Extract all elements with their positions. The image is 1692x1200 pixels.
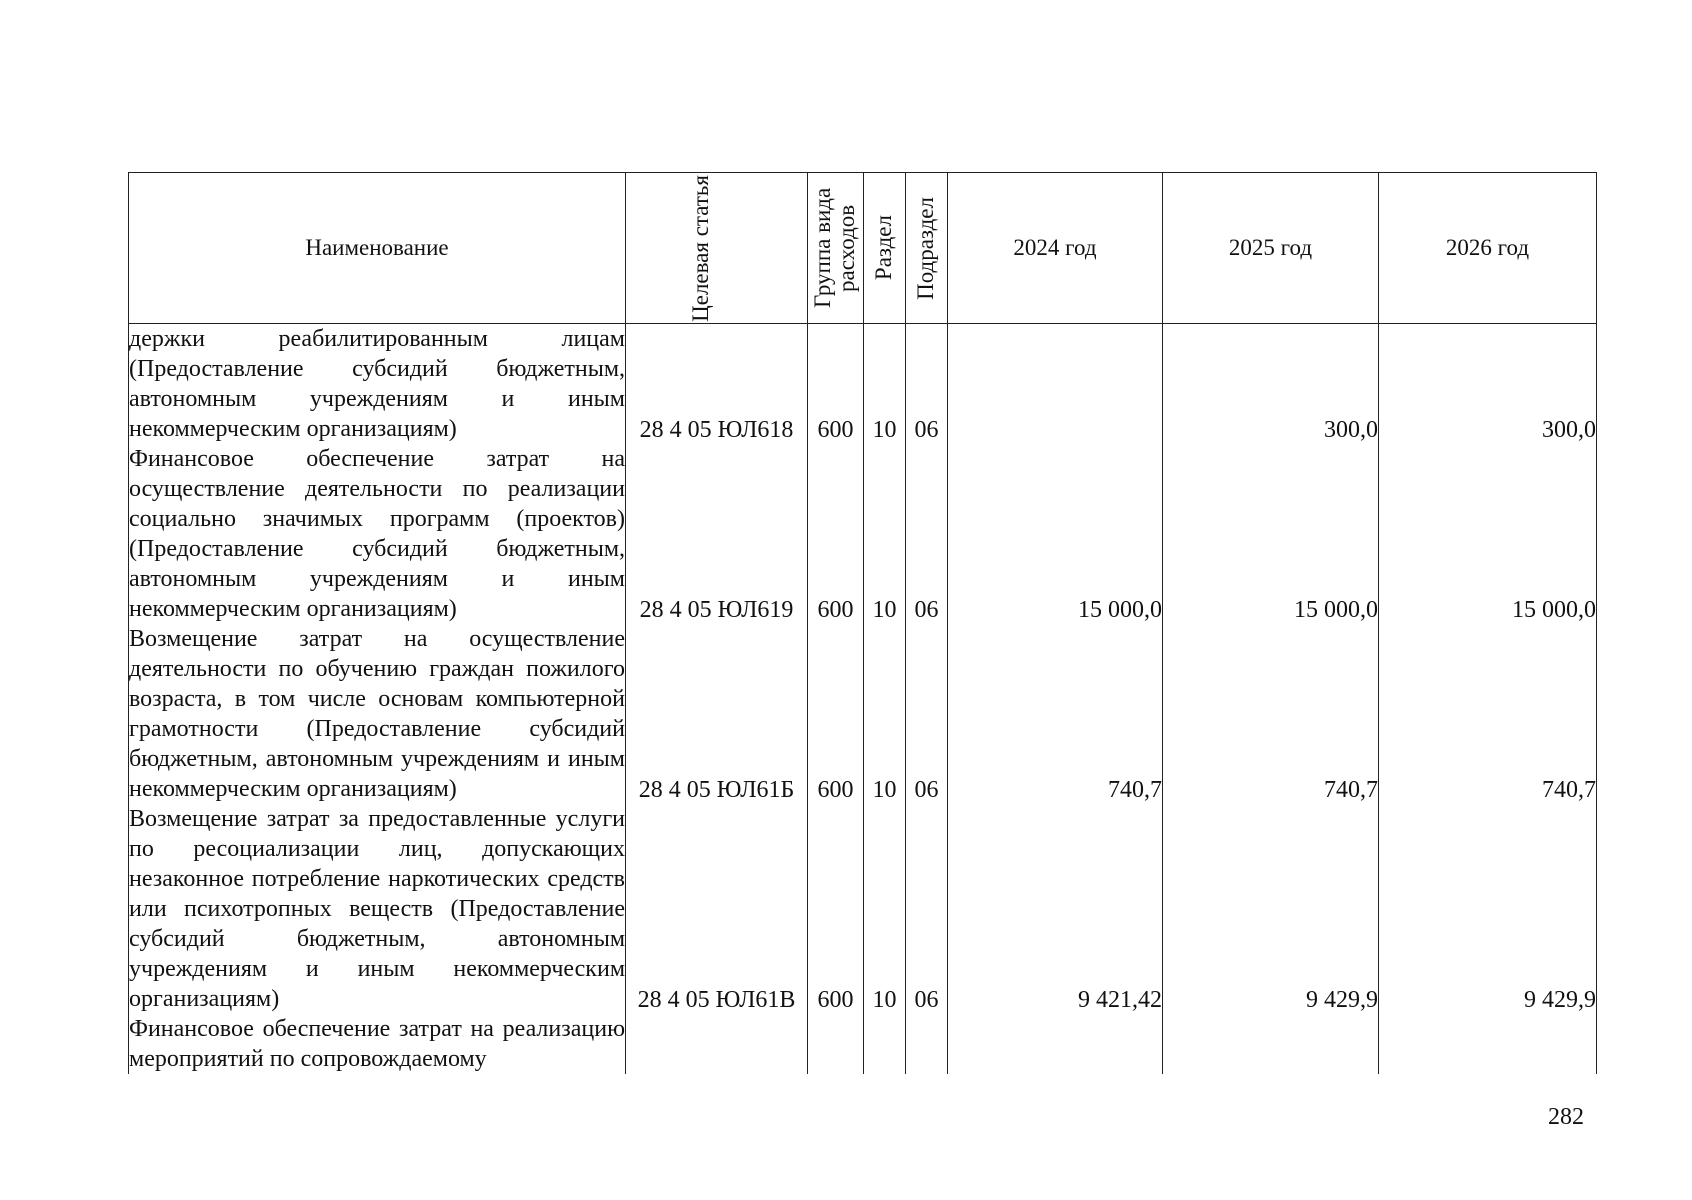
row-expense-group: 600: [808, 324, 864, 445]
row-target-article: 28 4 05 ЮЛ61В: [626, 804, 808, 1014]
page-number: 282: [1548, 1104, 1584, 1130]
header-2024: 2024 год: [948, 173, 1163, 324]
header-subsection-text: Подраздел: [913, 196, 939, 300]
header-expense-group: [808, 173, 864, 324]
row-subsection: 06: [906, 324, 948, 445]
row-section: 10: [864, 444, 906, 624]
table-row: [129, 324, 1597, 445]
table-row: [129, 624, 1597, 804]
row-value-2025: 9 429,9: [1163, 804, 1379, 1014]
row-name: Финансовое обеспечение затрат на реализацию мероприятий по сопровождаемому: [129, 1016, 625, 1072]
budget-table: [128, 172, 1597, 1074]
row-value-2025: 740,7: [1163, 624, 1379, 804]
row-subsection: 06: [906, 624, 948, 804]
header-2026: 2026 год: [1379, 173, 1597, 324]
row-section: 10: [864, 324, 906, 445]
header-2025: 2025 год: [1163, 173, 1379, 324]
row-target-article: 28 4 05 ЮЛ619: [626, 444, 808, 624]
row-expense-group: 600: [808, 624, 864, 804]
row-value-2024: 9 421,42: [948, 804, 1163, 1014]
row-name: Финансовое обеспечение затрат на осуществление деятельности по реализации социально значимых программ (проектов) (Предоставление субсидий бюджетным, автономным учреждениям и иным некоммерческим организациям): [129, 446, 625, 622]
row-name: Возмещение затрат на осуществление деятельности по обучению граждан пожилого возраста, в том числе основам компьютерной грамотности (Предоставление субсидий бюджетным, автономным учреждениям и иным некоммерческим организациям): [129, 626, 625, 802]
row-expense-group: 600: [808, 444, 864, 624]
row-value-2026: 15 000,0: [1379, 444, 1597, 624]
row-section: 10: [864, 624, 906, 804]
table-row: [129, 444, 1597, 624]
row-name: Возмещение затрат за предоставленные услуги по ресоциализации лиц, допускающих незаконное потребление наркотических средств или психотропных веществ (Предоставление субсидий бюджетным, автономным учреждениям и иным некоммерческим организациям): [129, 806, 625, 1012]
row-value-2024: [948, 1014, 1163, 1074]
row-subsection: [906, 1014, 948, 1074]
header-name: Наименование: [129, 173, 626, 324]
row-value-2025: 300,0: [1163, 324, 1379, 445]
row-value-2025: 15 000,0: [1163, 444, 1379, 624]
row-value-2026: 740,7: [1379, 624, 1597, 804]
row-value-2026: [1379, 1014, 1597, 1074]
row-value-2024: [948, 324, 1163, 445]
row-value-2025: [1163, 1014, 1379, 1074]
row-value-2024: 740,7: [948, 624, 1163, 804]
row-section: 10: [864, 804, 906, 1014]
header-section: [864, 173, 906, 324]
table-header-row: [129, 173, 1597, 324]
row-value-2026: 9 429,9: [1379, 804, 1597, 1014]
row-target-article: [626, 1014, 808, 1074]
row-target-article: 28 4 05 ЮЛ618: [626, 324, 808, 445]
row-subsection: 06: [906, 804, 948, 1014]
row-expense-group: [808, 1014, 864, 1074]
row-target-article: 28 4 05 ЮЛ61Б: [626, 624, 808, 804]
row-name: держки реабилитированным лицам (Предоставление субсидий бюджетным, автономным учреждениям и иным некоммерческим организациям): [129, 324, 626, 445]
row-expense-group: 600: [808, 804, 864, 1014]
row-value-2024: 15 000,0: [948, 444, 1163, 624]
table-row: [129, 804, 1597, 1014]
row-section: [864, 1014, 906, 1074]
header-subsection: [906, 173, 948, 324]
header-target-article-text: Целевая статья: [687, 174, 713, 322]
row-subsection: 06: [906, 444, 948, 624]
table-row-partial: [129, 1014, 1597, 1074]
header-target-article: [626, 173, 808, 324]
header-expense-group-text: Группа вида расходов: [810, 187, 860, 309]
row-value-2026: 300,0: [1379, 324, 1597, 445]
header-section-text: Раздел: [871, 215, 897, 281]
